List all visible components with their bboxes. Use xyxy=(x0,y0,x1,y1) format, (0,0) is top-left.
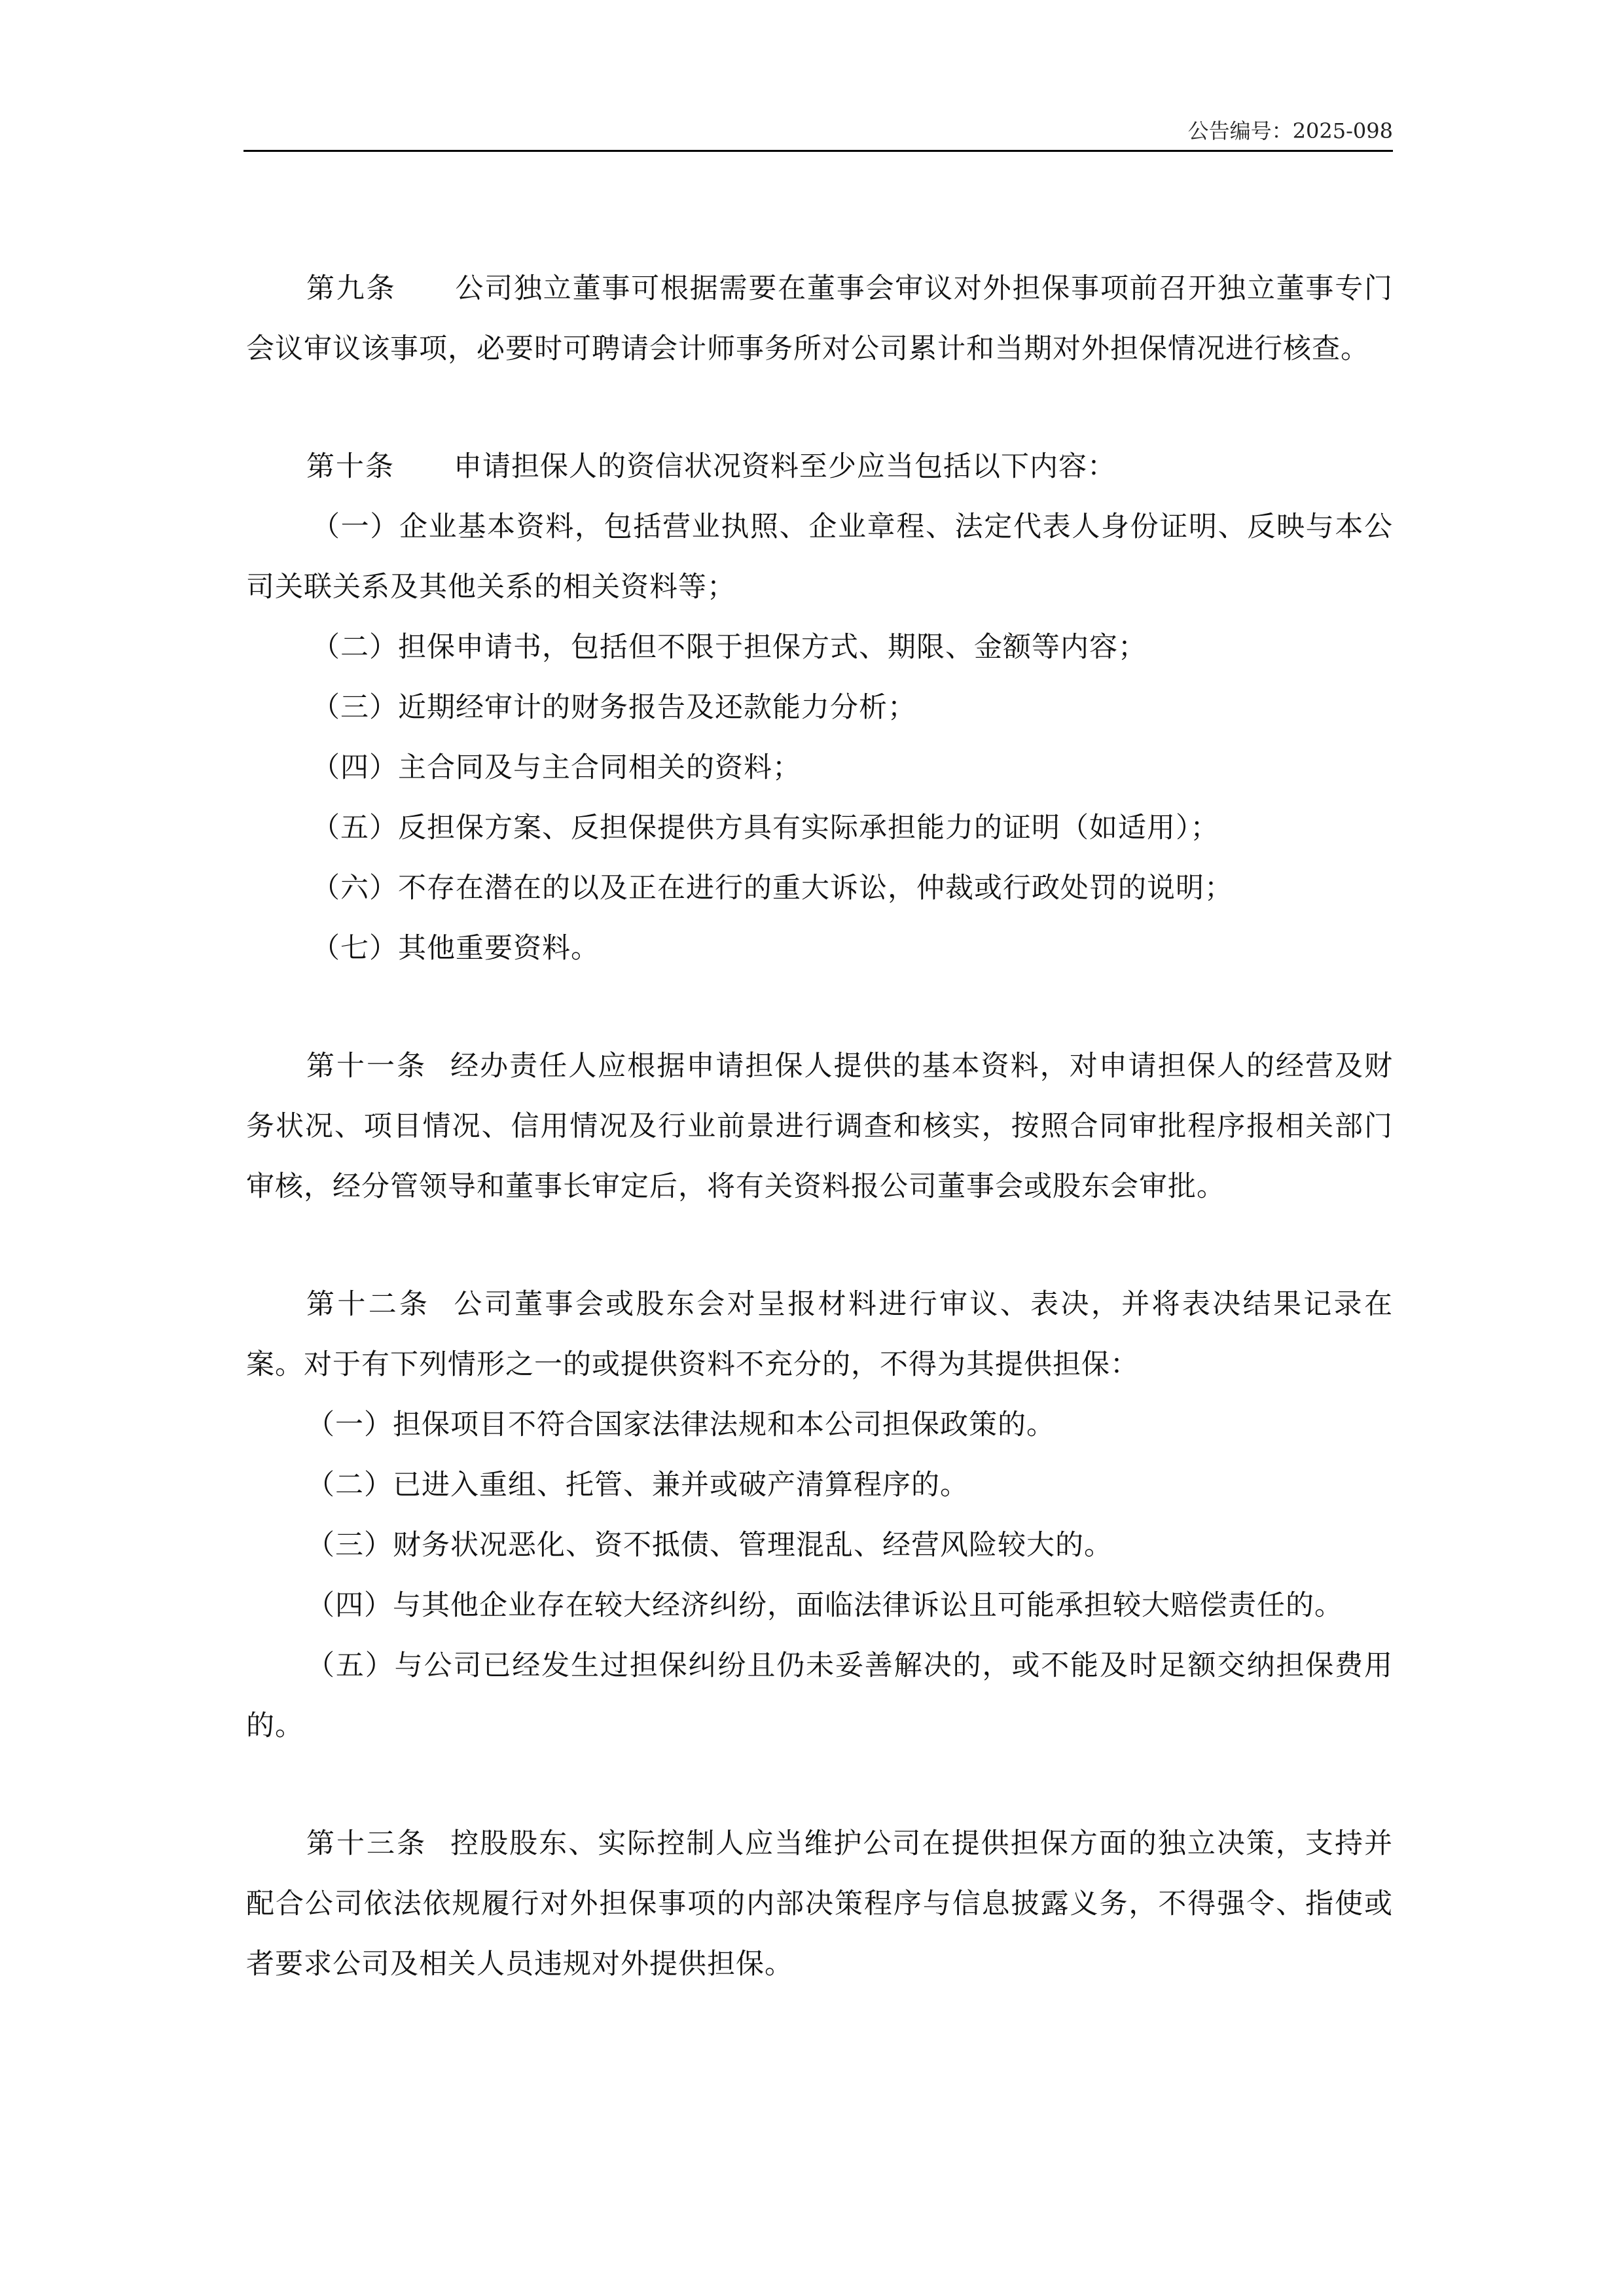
article-label: 第十三条 xyxy=(306,1827,427,1860)
list-item: （二）担保申请书，包括但不限于担保方式、期限、金额等内容； xyxy=(312,631,1147,664)
article-label: 第十二条 xyxy=(306,1288,431,1321)
article-11 xyxy=(246,1036,1393,1217)
list-item: （五）与公司已经发生过担保纠纷且仍未妥善解决的，或不能及时足额交纳担保费用的。 xyxy=(246,1649,1393,1742)
list-item: （七）其他重要资料。 xyxy=(312,932,600,965)
article-12 xyxy=(246,1274,1393,1756)
document-body xyxy=(246,259,1393,1994)
article-label: 第十条 xyxy=(306,450,395,483)
article-10 xyxy=(246,437,1393,978)
list-item: （三）财务状况恶化、资不抵债、管理混乱、经营风险较大的。 xyxy=(306,1529,1113,1562)
list-item: （二）已进入重组、托管、兼并或破产清算程序的。 xyxy=(306,1469,969,1501)
notice-number: 公告编号：2025-098 xyxy=(1187,118,1393,143)
article-13 xyxy=(246,1814,1393,1994)
article-paragraph xyxy=(246,1036,1393,1217)
page-header xyxy=(244,113,1393,152)
article-paragraph xyxy=(246,259,1393,379)
article-label: 第十一条 xyxy=(306,1050,427,1083)
list-item: （三）近期经审计的财务报告及还款能力分析； xyxy=(312,691,916,724)
article-paragraph xyxy=(246,1814,1393,1994)
article-text: 经办责任人应根据申请担保人提供的基本资料，对申请担保人的经营及财务状况、项目情况、信用情况及行业前景进行调查和核实，按照合同审批程序报相关部门审核，经分管领导和董事长审定后，将有关资料报公司董事会或股东会审批。 xyxy=(246,1050,1394,1203)
article-text: 公司独立董事可根据需要在董事会审议对外担保事项前召开独立董事专门会议审议该事项，必要时可聘请会计师事务所对公司累计和当期对外担保情况进行核查。 xyxy=(246,272,1394,365)
article-9 xyxy=(246,259,1393,379)
list-item: （四）与其他企业存在较大经济纠纷，面临法律诉讼且可能承担较大赔偿责任的。 xyxy=(306,1589,1343,1622)
article-text: 控股股东、实际控制人应当维护公司在提供担保方面的独立决策，支持并配合公司依法依规履行对外担保事项的内部决策程序与信息披露义务，不得强令、指使或者要求公司及相关人员违规对外提供担保。 xyxy=(246,1827,1394,1981)
list-item: （六）不存在潜在的以及正在进行的重大诉讼，仲裁或行政处罚的说明； xyxy=(312,872,1233,905)
list-item: （四）主合同及与主合同相关的资料； xyxy=(312,751,801,784)
article-text: 申请担保人的资信状况资料至少应当包括以下内容： xyxy=(454,450,1116,483)
article-paragraph xyxy=(246,437,1393,497)
article-label: 第九条 xyxy=(306,272,397,305)
list-item: （一）担保项目不符合国家法律法规和本公司担保政策的。 xyxy=(306,1408,1055,1441)
article-paragraph xyxy=(246,1274,1393,1395)
header-rule xyxy=(244,150,1393,152)
list-item: （一）企业基本资料，包括营业执照、企业章程、法定代表人身份证明、反映与本公司关联关系及其他关系的相关资料等； xyxy=(246,511,1393,603)
list-item: （五）反担保方案、反担保提供方具有实际承担能力的证明（如适用）； xyxy=(312,812,1219,844)
article-text: 公司董事会或股东会对呈报材料进行审议、表决，并将表决结果记录在案。对于有下列情形之一的或提供资料不充分的，不得为其提供担保： xyxy=(246,1288,1394,1381)
